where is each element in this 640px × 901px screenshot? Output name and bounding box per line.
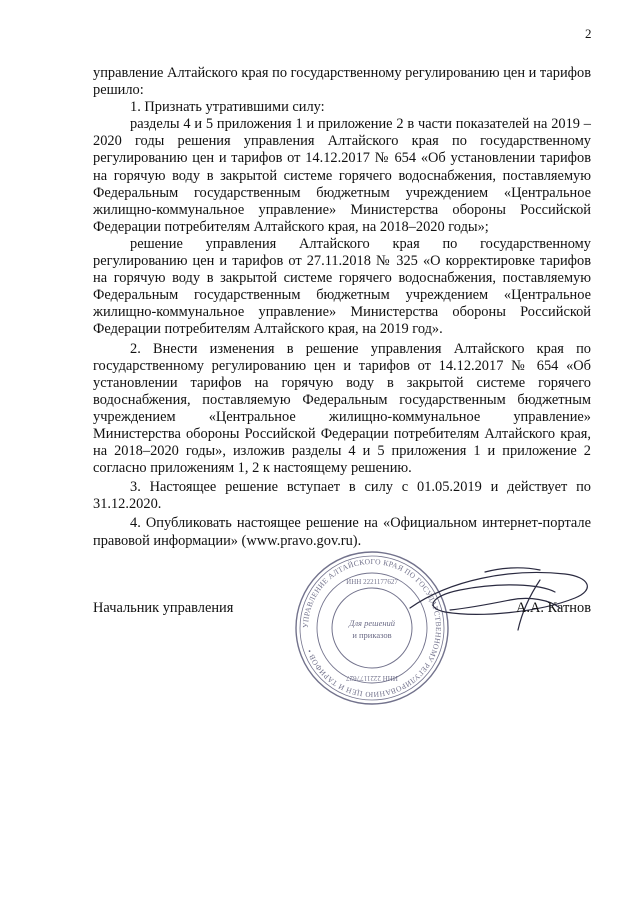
document-body [93, 65, 591, 550]
signatory-name: А.А. Катнов [516, 600, 591, 616]
svg-text:Для решений: Для решений [348, 618, 396, 628]
page-number: 2 [585, 26, 592, 41]
signature-block [93, 600, 591, 620]
svg-text:и приказов: и приказов [352, 630, 392, 640]
intro-paragraph: управление Алтайского края по государственному регулированию цен и тарифов решило: [93, 65, 591, 99]
clause-1-item-1: разделы 4 и 5 приложения 1 и приложение 2 в части показателей на 2019 – 2020 годы решения управления Алтайского края по государственному регулированию цен и тарифов от 14.12.2017 № 654 «Об установлении тарифов на горячую воду в закрытой системе горячего водоснабжения, поставляемую Федеральным государственным бюджетным учреждением «Центральное жилищно-коммунальное управление» Министерства обороны Российской Федерации потребителям Алтайского края, на 2018–2020 годы»; [93, 116, 591, 235]
seal-ring-text: УПРАВЛЕНИЕ АЛТАЙСКОГО КРАЯ ПО ГОСУДАРСТВЕННОМУ РЕГУЛИРОВАНИЮ ЦЕН И ТАРИФОВ • [300, 556, 444, 700]
signatory-title: Начальник управления [93, 600, 234, 616]
clause-1-item-2: решение управления Алтайского края по государственному регулированию цен и тарифов от 27.11.2018 № 325 «О корректировке тарифов на горячую воду в закрытой системе горячего водоснабжения, поставляемую Федеральным государственным бюджетным учреждением «Центральное жилищно-коммунальное управление» Министерства обороны Российской Федерации потребителям Алтайского края, на 2019 год». [93, 235, 591, 338]
svg-text:ИНН 2221177627: ИНН 2221177627 [346, 578, 398, 586]
clause-3: 3. Настоящее решение вступает в силу с 01.05.2019 и действует по 31.12.2020. [93, 479, 591, 513]
clause-2: 2. Внести изменения в решение управления Алтайского края по государственному регулированию цен и тарифов от 14.12.2017 № 654 «Об установлении тарифов на горячую воду в закрытой системе горячего водоснабжения, поставляемую Федеральным государственным бюджетным учреждением «Центральное жилищно-коммунальное управление» Министерства обороны Российской Федерации потребителям Алтайского края, на 2018–2020 годы», изложив разделы 4 и 5 приложения 1 и приложение 2 согласно приложениям 1, 2 к настоящему решению. [93, 340, 591, 477]
clause-1-heading: 1. Признать утратившими силу: [130, 99, 325, 116]
clause-4: 4. Опубликовать настоящее решение на «Официальном интернет-портале правовой информации» (www.pravo.gov.ru). [93, 515, 591, 549]
svg-text:ИНН 2221177627: ИНН 2221177627 [346, 674, 398, 682]
